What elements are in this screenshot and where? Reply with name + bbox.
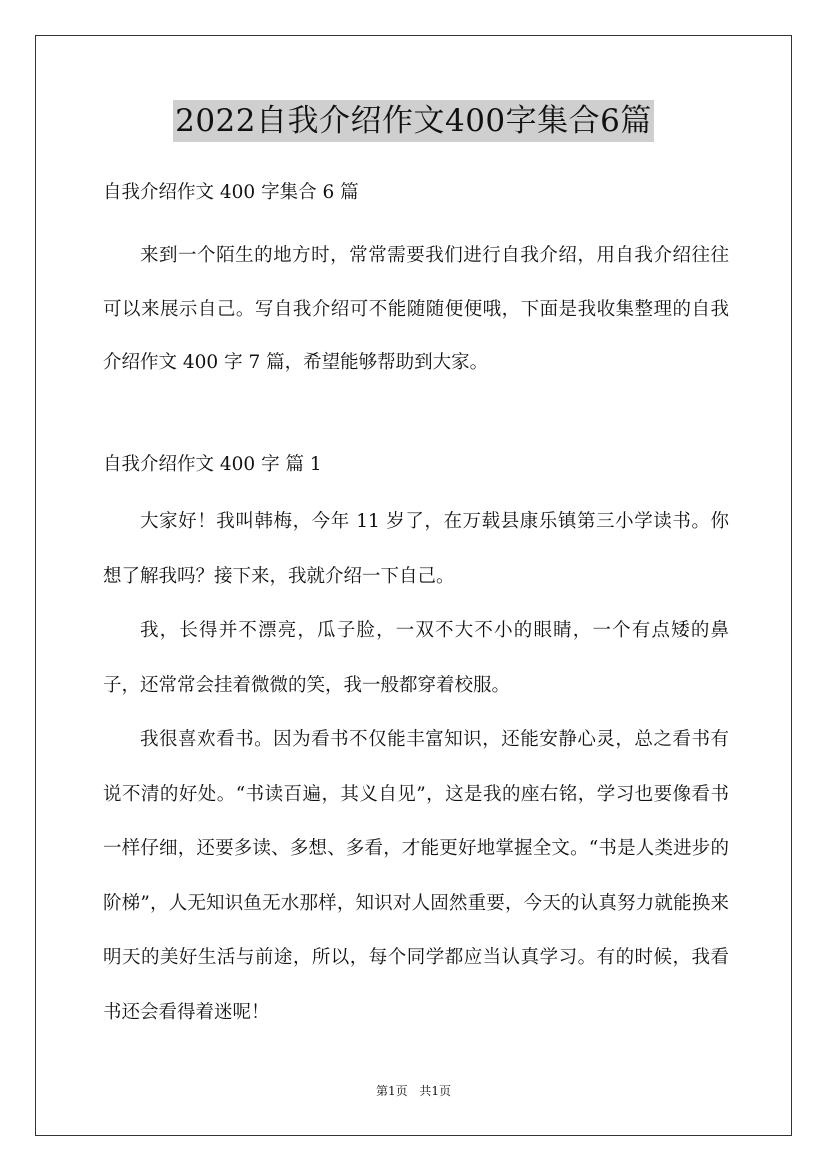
page-total: 共1页 — [419, 1084, 452, 1098]
body-paragraph-3: 我很喜欢看书。因为看书不仅能丰富知识，还能安静心灵，总之看书有说不清的好处。“书读百遍，其义自见”，这是我的座右铭，学习也要像看书一样仔细，还要多读、多想、多看，才能更好地掌握全文。“书是人类进步的阶梯”，人无知识鱼无水那样，知识对人固然重要，今天的认真努力就能换来明天的美好生活与前途，所以，每个同学都应当认真学习。有的时候，我看书还会看得着迷呢！ — [103, 729, 729, 1023]
body-text — [103, 495, 729, 1040]
page-number: 第1页 — [375, 1084, 408, 1098]
section-heading: 自我介绍作文 400 字 篇 1 — [103, 454, 322, 475]
body-paragraph-1: 大家好！我叫韩梅，今年 11 岁了，在万载县康乐镇第三小学读书。你想了解我吗？接下来，我就介绍一下自己。 — [103, 511, 729, 587]
document-title: 2022自我介绍作文400字集合6篇 — [173, 100, 654, 142]
intro-paragraph: 来到一个陌生的地方时，常常需要我们进行自我介绍，用自我介绍往往可以来展示自己。写自我介绍可不能随随便便哦，下面是我收集整理的自我介绍作文 400 字 7 篇，希望能够帮助到大家。 — [103, 245, 729, 373]
body-paragraph-2: 我，长得并不漂亮，瓜子脸，一双不大不小的眼睛，一个有点矮的鼻子，还常常会挂着微微的笑，我一般都穿着校服。 — [103, 620, 729, 696]
page-footer — [0, 1083, 827, 1099]
title-area — [0, 100, 827, 142]
document-subtitle: 自我介绍作文 400 字集合 6 篇 — [103, 182, 359, 203]
